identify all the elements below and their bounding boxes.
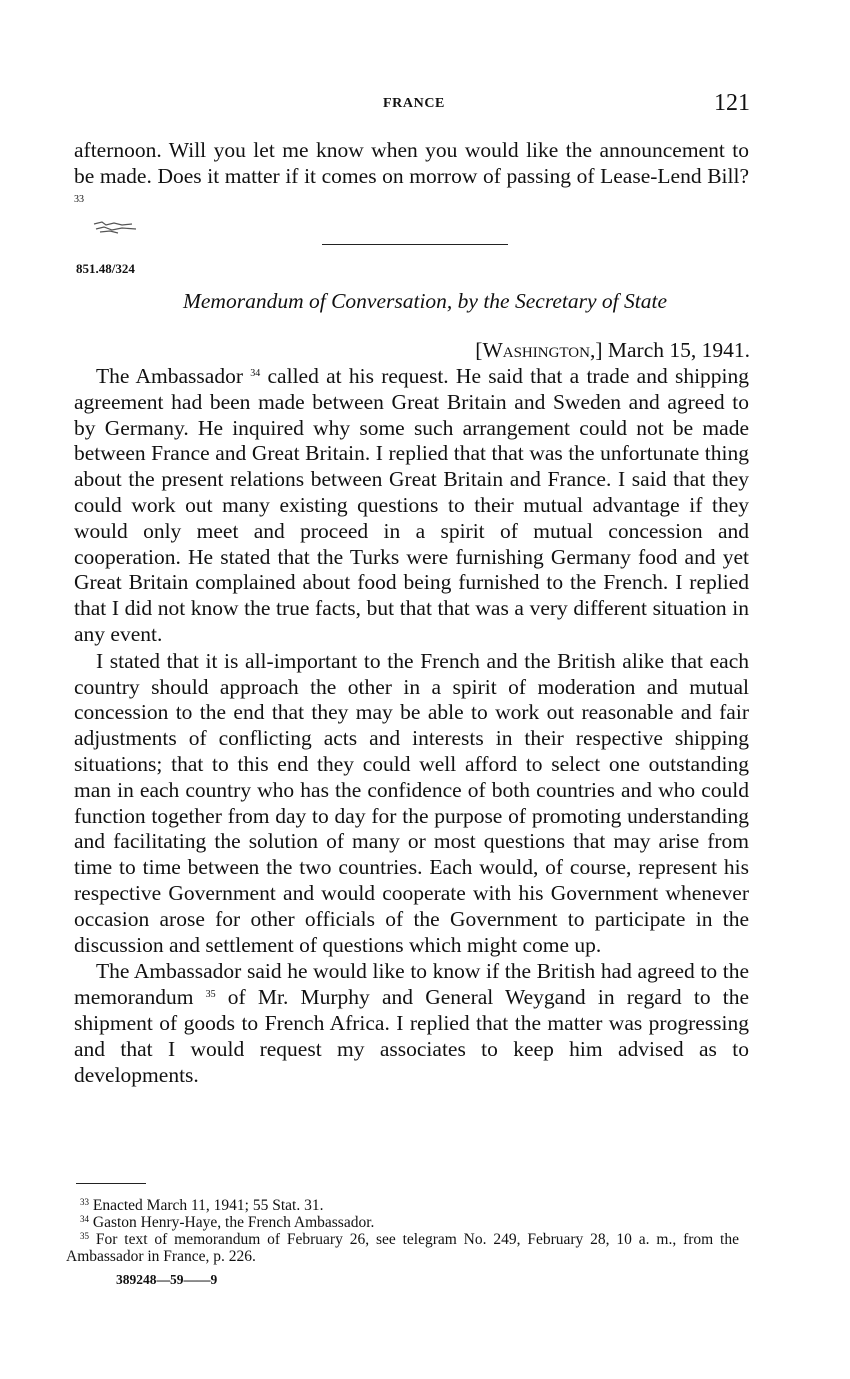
body-paragraph-3: The Ambassador said he would like to know if the British had agreed to the memorandum $^{35}$ of Mr. Murphy and General Weygand in regard to the shipment of goods to French Africa. I replied that the matter was progressing and that I would request my associates to keep him advised as to developments.	[74, 959, 750, 1087]
footnote-34: $^{34}$ Gaston Henry-Haye, the French Ambassador.	[80, 1214, 375, 1231]
body-paragraph-2: I stated that it is all-important to the French and the British alike that each country should approach the other in a spirit of moderation and mutual concession to the end that they may be able to work out reasonable and fair adjustments of conflicting acts and interests in their respective shipping situations; that to this end they could well afford to select one outstanding man in each country who has the confidence of both countries and who could function together from day to day for the purpose of promoting understanding and facilitating the solution of many or most questions that may arise from time to time between the two countries. Each would, of course, represent his respective Government and would cooperate with his Government whenever occasion arose for other officials of the Government to participate in the discussion and settlement of questions which might come up.	[74, 648, 749, 957]
footnote-ref-33: 33	[74, 193, 84, 205]
body-paragraph-1: The Ambassador $^{34}$ called at his request. He said that a trade and shipping agreement had been made between Great Britain and Sweden and agreed to by Germany. He inquired why some such arrangement could not be made between France and Great Britain. I replied that that was the unfortunate thing about the present relations between Great Britain and France. I said that they could work out many existing questions to their mutual advantage if they would only meet and proceed in a spirit of mutual concession and cooperation. He stated that the Turks were furnishing Germany food and yet Great Britain complained about food being furnished to the French. I replied that I did not know the true facts, but that that was a very different situation in any event.	[74, 364, 750, 646]
section-divider	[322, 244, 508, 245]
page-number: 121	[714, 90, 750, 116]
ink-smudge-mark	[92, 218, 140, 234]
file-number: 851.48/324	[76, 261, 135, 276]
footnotes	[66, 1197, 739, 1265]
footnote-ref-35: 35	[205, 989, 216, 1001]
footnote-35: $^{35}$ For text of memorandum of February 26, see telegram No. 249, February 28, 10 a. m., from the Ambassador in France, p. 226.	[66, 1231, 739, 1265]
dateline	[475, 338, 750, 363]
memo-body	[74, 364, 749, 1088]
dateline-date: March 15, 1941.	[607, 338, 750, 362]
printer-mark: 389248—59——9	[116, 1272, 218, 1287]
footnote-ref-34: 34	[250, 368, 261, 379]
continuation-paragraph	[74, 138, 749, 215]
footnote-33: $^{33}$ Enacted March 11, 1941; 55 Stat. 31.	[80, 1197, 324, 1214]
memo-title: Memorandum of Conversation, by the Secretary of State	[182, 289, 668, 313]
running-header	[0, 90, 850, 118]
footnote-rule	[76, 1183, 146, 1184]
continuation-text: afternoon. Will you let me know when you would like the announcement to be made. Does it matter if it comes on morrow of passing of Lease-Lend Bill?	[74, 138, 749, 188]
dateline-place: [Washington,]	[475, 338, 603, 362]
running-title: FRANCE	[383, 96, 445, 111]
